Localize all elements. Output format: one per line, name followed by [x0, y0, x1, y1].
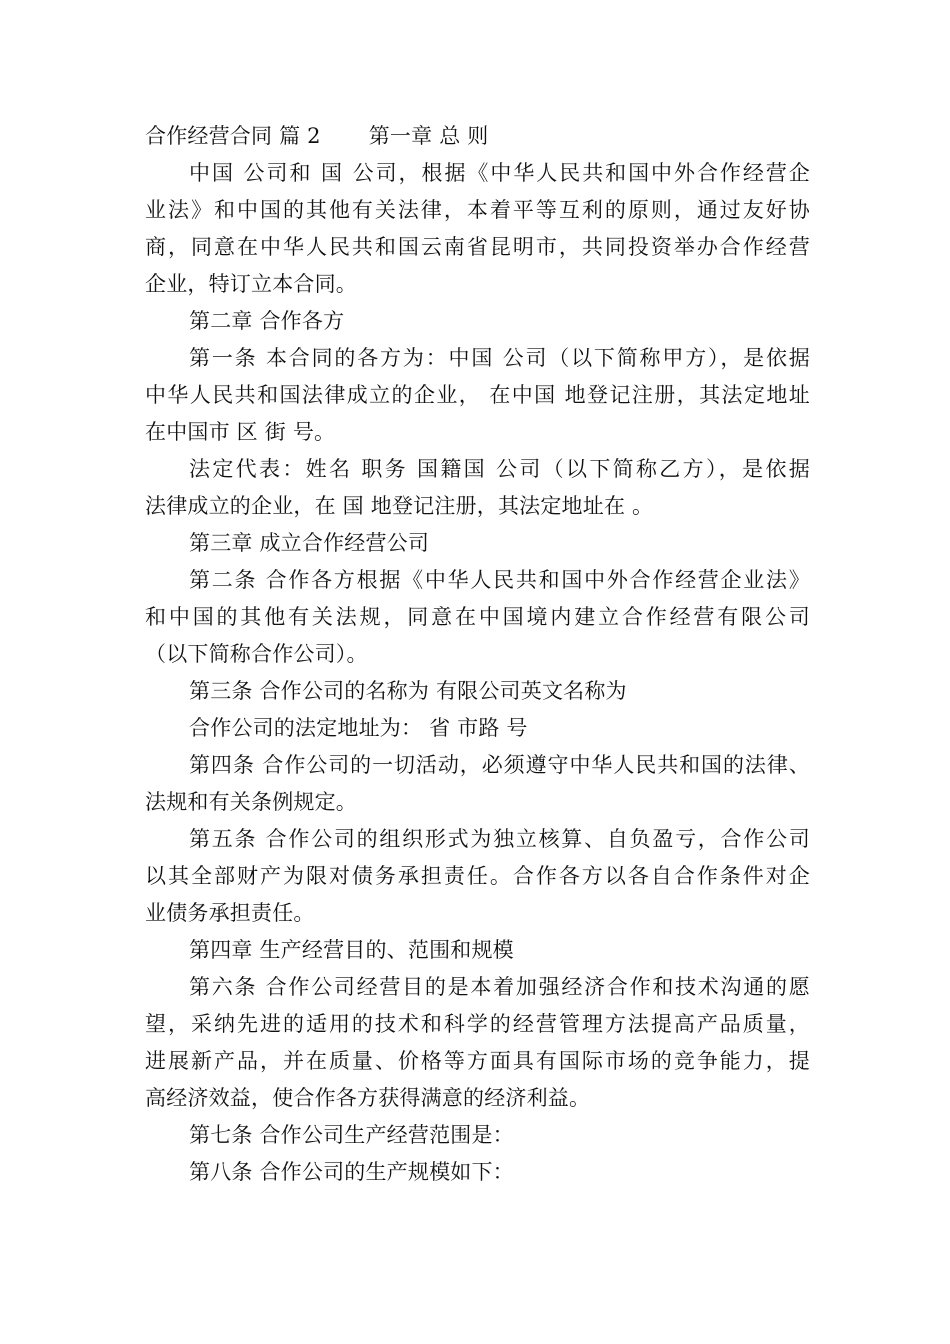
- text-line: 第二条 合作各方根据《中华人民共和国中外合作经营企业法》: [189, 568, 810, 592]
- document-page: [145, 118, 810, 1191]
- text-line: 高经济效益，使合作各方获得满意的经济利益。: [145, 1086, 591, 1110]
- text-line: 第三章 成立合作经营公司: [189, 531, 430, 555]
- text-line: 中国 公司和 国 公司，根据《中华人民共和国中外合作经营企: [189, 161, 810, 185]
- text-line: 业法》和中国的其他有关法律，本着平等互利的原则，通过友好协: [145, 198, 810, 222]
- text-line: 第五条 合作公司的组织形式为独立核算、自负盈亏，合作公司: [189, 827, 810, 851]
- text-line: 业债务承担责任。: [145, 901, 315, 925]
- text-line: 第八条 合作公司的生产规模如下：: [189, 1160, 514, 1184]
- document-body: [145, 155, 810, 1191]
- text-line: 以其全部财产为限对债务承担责任。合作各方以各自合作条件对企: [145, 864, 810, 888]
- text-line: 第三条 合作公司的名称为 有限公司英文名称为: [189, 679, 627, 703]
- text-line: 在中国市 区 街 号。: [145, 420, 336, 444]
- text-line: 进展新产品，并在质量、价格等方面具有国际市场的竞争能力，提: [145, 1049, 810, 1073]
- text-line: 中华人民共和国法律成立的企业， 在中国 地登记注册，其法定地址: [145, 383, 810, 407]
- text-line: 第六条 合作公司经营目的是本着加强经济合作和技术沟通的愿: [189, 975, 810, 999]
- text-line: 法规和有关条例规定。: [145, 790, 357, 814]
- text-line: （以下简称合作公司）。: [145, 642, 368, 666]
- text-line: 法定代表：姓名 职务 国籍国 公司（以下简称乙方），是依据: [189, 457, 810, 481]
- text-line: 第四章 生产经营目的、范围和规模: [189, 938, 514, 962]
- text-line: 第七条 合作公司生产经营范围是：: [189, 1123, 514, 1147]
- text-line: 法律成立的企业，在 国 地登记注册，其法定地址在 。: [145, 494, 654, 518]
- text-line: 第一条 本合同的各方为：中国 公司（以下简称甲方），是依据: [189, 346, 810, 370]
- chapter-heading: 第一章 总 则: [368, 124, 489, 148]
- text-line: 和中国的其他有关法规，同意在中国境内建立合作经营有限公司: [145, 605, 810, 629]
- text-line: 商，同意在中华人民共和国云南省昆明市，共同投资举办合作经营: [145, 235, 810, 259]
- text-line: 第二章 合作各方: [189, 309, 345, 333]
- text-line: 企业，特订立本合同。: [145, 272, 357, 296]
- text-line: 望，采纳先进的适用的技术和科学的经营管理方法提高产品质量，: [145, 1012, 810, 1036]
- text-line: 第四条 合作公司的一切活动，必须遵守中华人民共和国的法律、: [189, 753, 810, 777]
- document-title-line: [145, 118, 810, 155]
- text-line: 合作公司的法定地址为： 省 市路 号: [189, 716, 528, 740]
- document-title: 合作经营合同 篇 2: [145, 124, 321, 148]
